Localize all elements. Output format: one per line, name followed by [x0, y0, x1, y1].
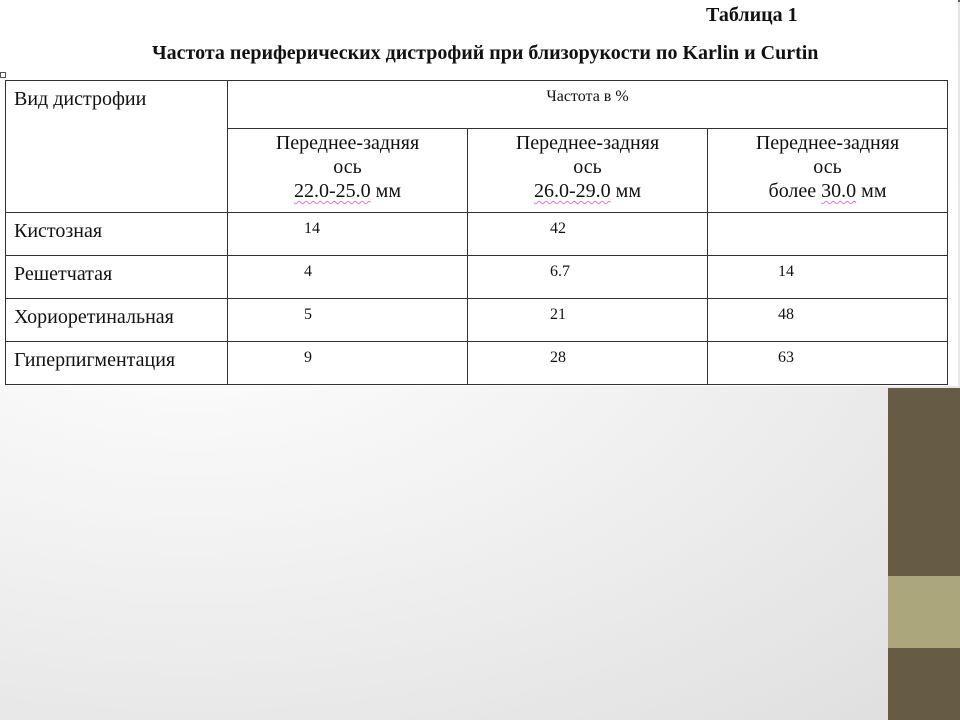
row-type-cell: Хориоретинальная: [6, 299, 228, 342]
table-row: [6, 256, 948, 299]
value-cell: 6.7: [468, 256, 708, 299]
axis-column-header-3: Переднее-задняя ось более 30.0 мм: [708, 129, 948, 213]
value-cell: 28: [468, 342, 708, 385]
table-row: [6, 213, 948, 256]
value-cell: 42: [468, 213, 708, 256]
dystrophy-frequency-table: [5, 80, 948, 385]
value-cell: 5: [228, 299, 468, 342]
value-cell: 4: [228, 256, 468, 299]
value-cell: 14: [228, 213, 468, 256]
row-type-cell: Решетчатая: [6, 256, 228, 299]
value-cell: [708, 213, 948, 256]
row-type-cell: Кистозная: [6, 213, 228, 256]
axis-column-header-2: Переднее-задняя ось 26.0-29.0 мм: [468, 129, 708, 213]
table-anchor-handle: [0, 72, 6, 78]
table-caption: Частота периферических дистрофий при близорукости по Karlin и Curtin: [152, 42, 819, 64]
axis-column-header-1: Переднее-задняя ось 22.0-25.0 мм: [228, 129, 468, 213]
value-cell: 48: [708, 299, 948, 342]
row-header-label: Вид дистрофии: [6, 81, 228, 213]
table-row: [6, 342, 948, 385]
row-type-cell: Гиперпигментация: [6, 342, 228, 385]
table-row: [6, 299, 948, 342]
value-cell: 9: [228, 342, 468, 385]
value-cell: 14: [708, 256, 948, 299]
frequency-header: Частота в %: [228, 81, 948, 129]
value-cell: 21: [468, 299, 708, 342]
decor-bar-dark-upper: [888, 388, 960, 576]
table-number: Таблица 1: [706, 4, 798, 26]
decor-bar-light: [888, 576, 960, 648]
value-cell: 63: [708, 342, 948, 385]
decor-bar-dark-lower: [888, 648, 960, 720]
